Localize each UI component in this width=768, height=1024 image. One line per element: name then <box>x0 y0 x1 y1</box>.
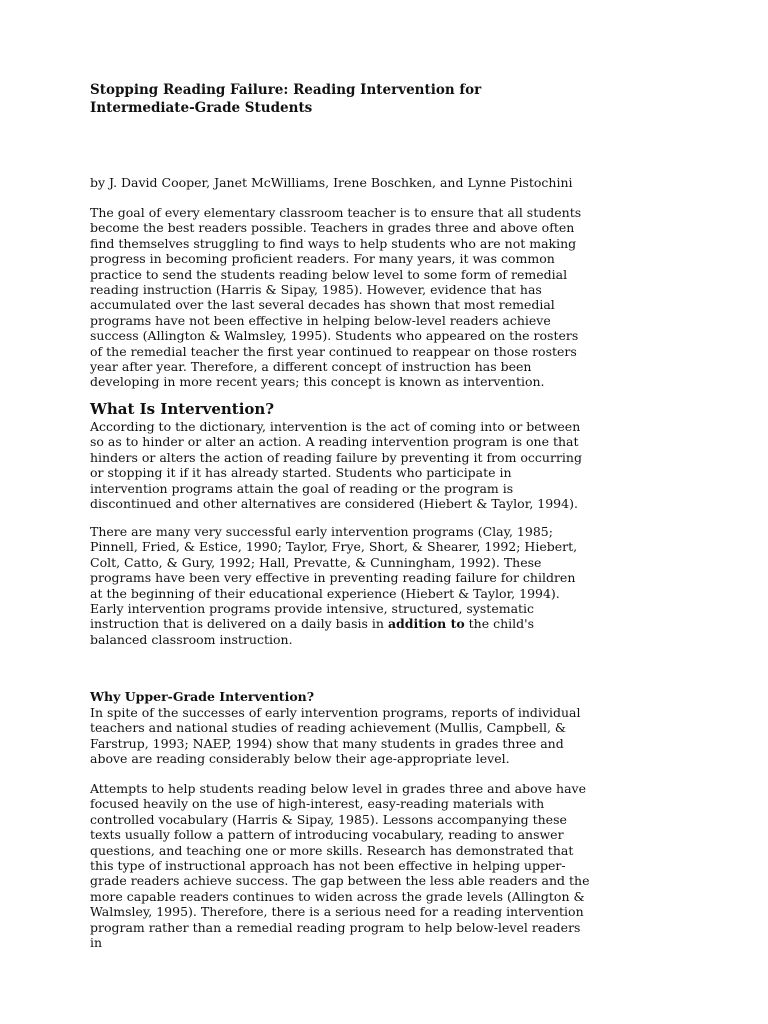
early-intervention-text: There are many very successful early intervention programs (Clay, 1985; Pinnell, Fried, & Estice, 1990; Taylor, Frye, Short, & Shearer, 1992; Hiebert, Colt, Catto, & Gury, 1992; Hall, Prevatte, & Cunningham, 1992). These programs have been very effective in preventing reading failure for children at the beginning of their educational experience (Hiebert & Taylor, 1994). Early intervention programs provide intensive, structured, systematic instruction that is delivered on a daily basis in <box>90 524 578 632</box>
section-heading-why-upper-grade: Why Upper-Grade Intervention? <box>90 689 315 704</box>
upper-grade-paragraph: In spite of the successes of early intervention programs, reports of individual teachers and national studies of reading achievement (Mullis, Campbell, & Farstrup, 1993; NAEP, 1994) show that many students in grades three and above are reading considerably below their age-appropriate level. <box>90 705 581 767</box>
addition-to-emphasis: addition to <box>387 616 465 632</box>
section-heading-what-is-intervention: What Is Intervention? <box>90 400 275 418</box>
early-intervention-text-end: the child's balanced classroom instruction. <box>90 616 535 647</box>
remedial-approach-paragraph: Attempts to help students reading below level in grades three and above have focused heavily on the use of high-interest, easy-reading materials with controlled vocabulary (Harris & Sipay, 1985). Lessons accompanying these texts usually follow a pattern of introducing vocabulary, reading to answer questions, and teaching one or more skills. Research has demonstrated that this type of instructional approach has not been effective in helping upper-grade readers achieve success. The gap between the less able readers and the more capable readers continues to widen across the grade levels (Allington & Walmsley, 1995). Therefore, there is a serious need for a reading intervention program rather than a remedial reading program to help below-level readers in <box>90 781 590 951</box>
author-byline: by J. David Cooper, Janet McWilliams, Irene Boschken, and Lynne Pistochini <box>90 175 573 190</box>
intervention-definition-paragraph: According to the dictionary, intervention is the act of coming into or between so as to hinder or alter an action. A reading intervention program is one that hinders or alters the action of reading failure by preventing it from occurring or stopping it if it has already started. Students who participate in intervention programs attain the goal of reading or the program is discontinued and other alternatives are considered (Hiebert & Taylor, 1994). <box>90 419 582 512</box>
intro-paragraph: The goal of every elementary classroom teacher is to ensure that all students become the best readers possible. Teachers in grades three and above often find themselves struggling to find ways to help students who are not making progress in becoming proficient readers. For many years, it was common practice to send the students reading below level to some form of remedial reading instruction (Harris & Sipay, 1985). However, evidence that has accumulated over the last several decades has shown that most remedial programs have not been effective in helping below-level readers achieve success (Allington & Walmsley, 1995). Students who appeared on the rosters of the remedial teacher the first year continued to reappear on those rosters year after year. Therefore, a different concept of instruction has been developing in more recent years; this concept is known as intervention. <box>90 205 582 390</box>
early-intervention-paragraph <box>90 524 590 647</box>
document-title: Stopping Reading Failure: Reading Intervention for Intermediate-Grade Students <box>90 82 482 116</box>
